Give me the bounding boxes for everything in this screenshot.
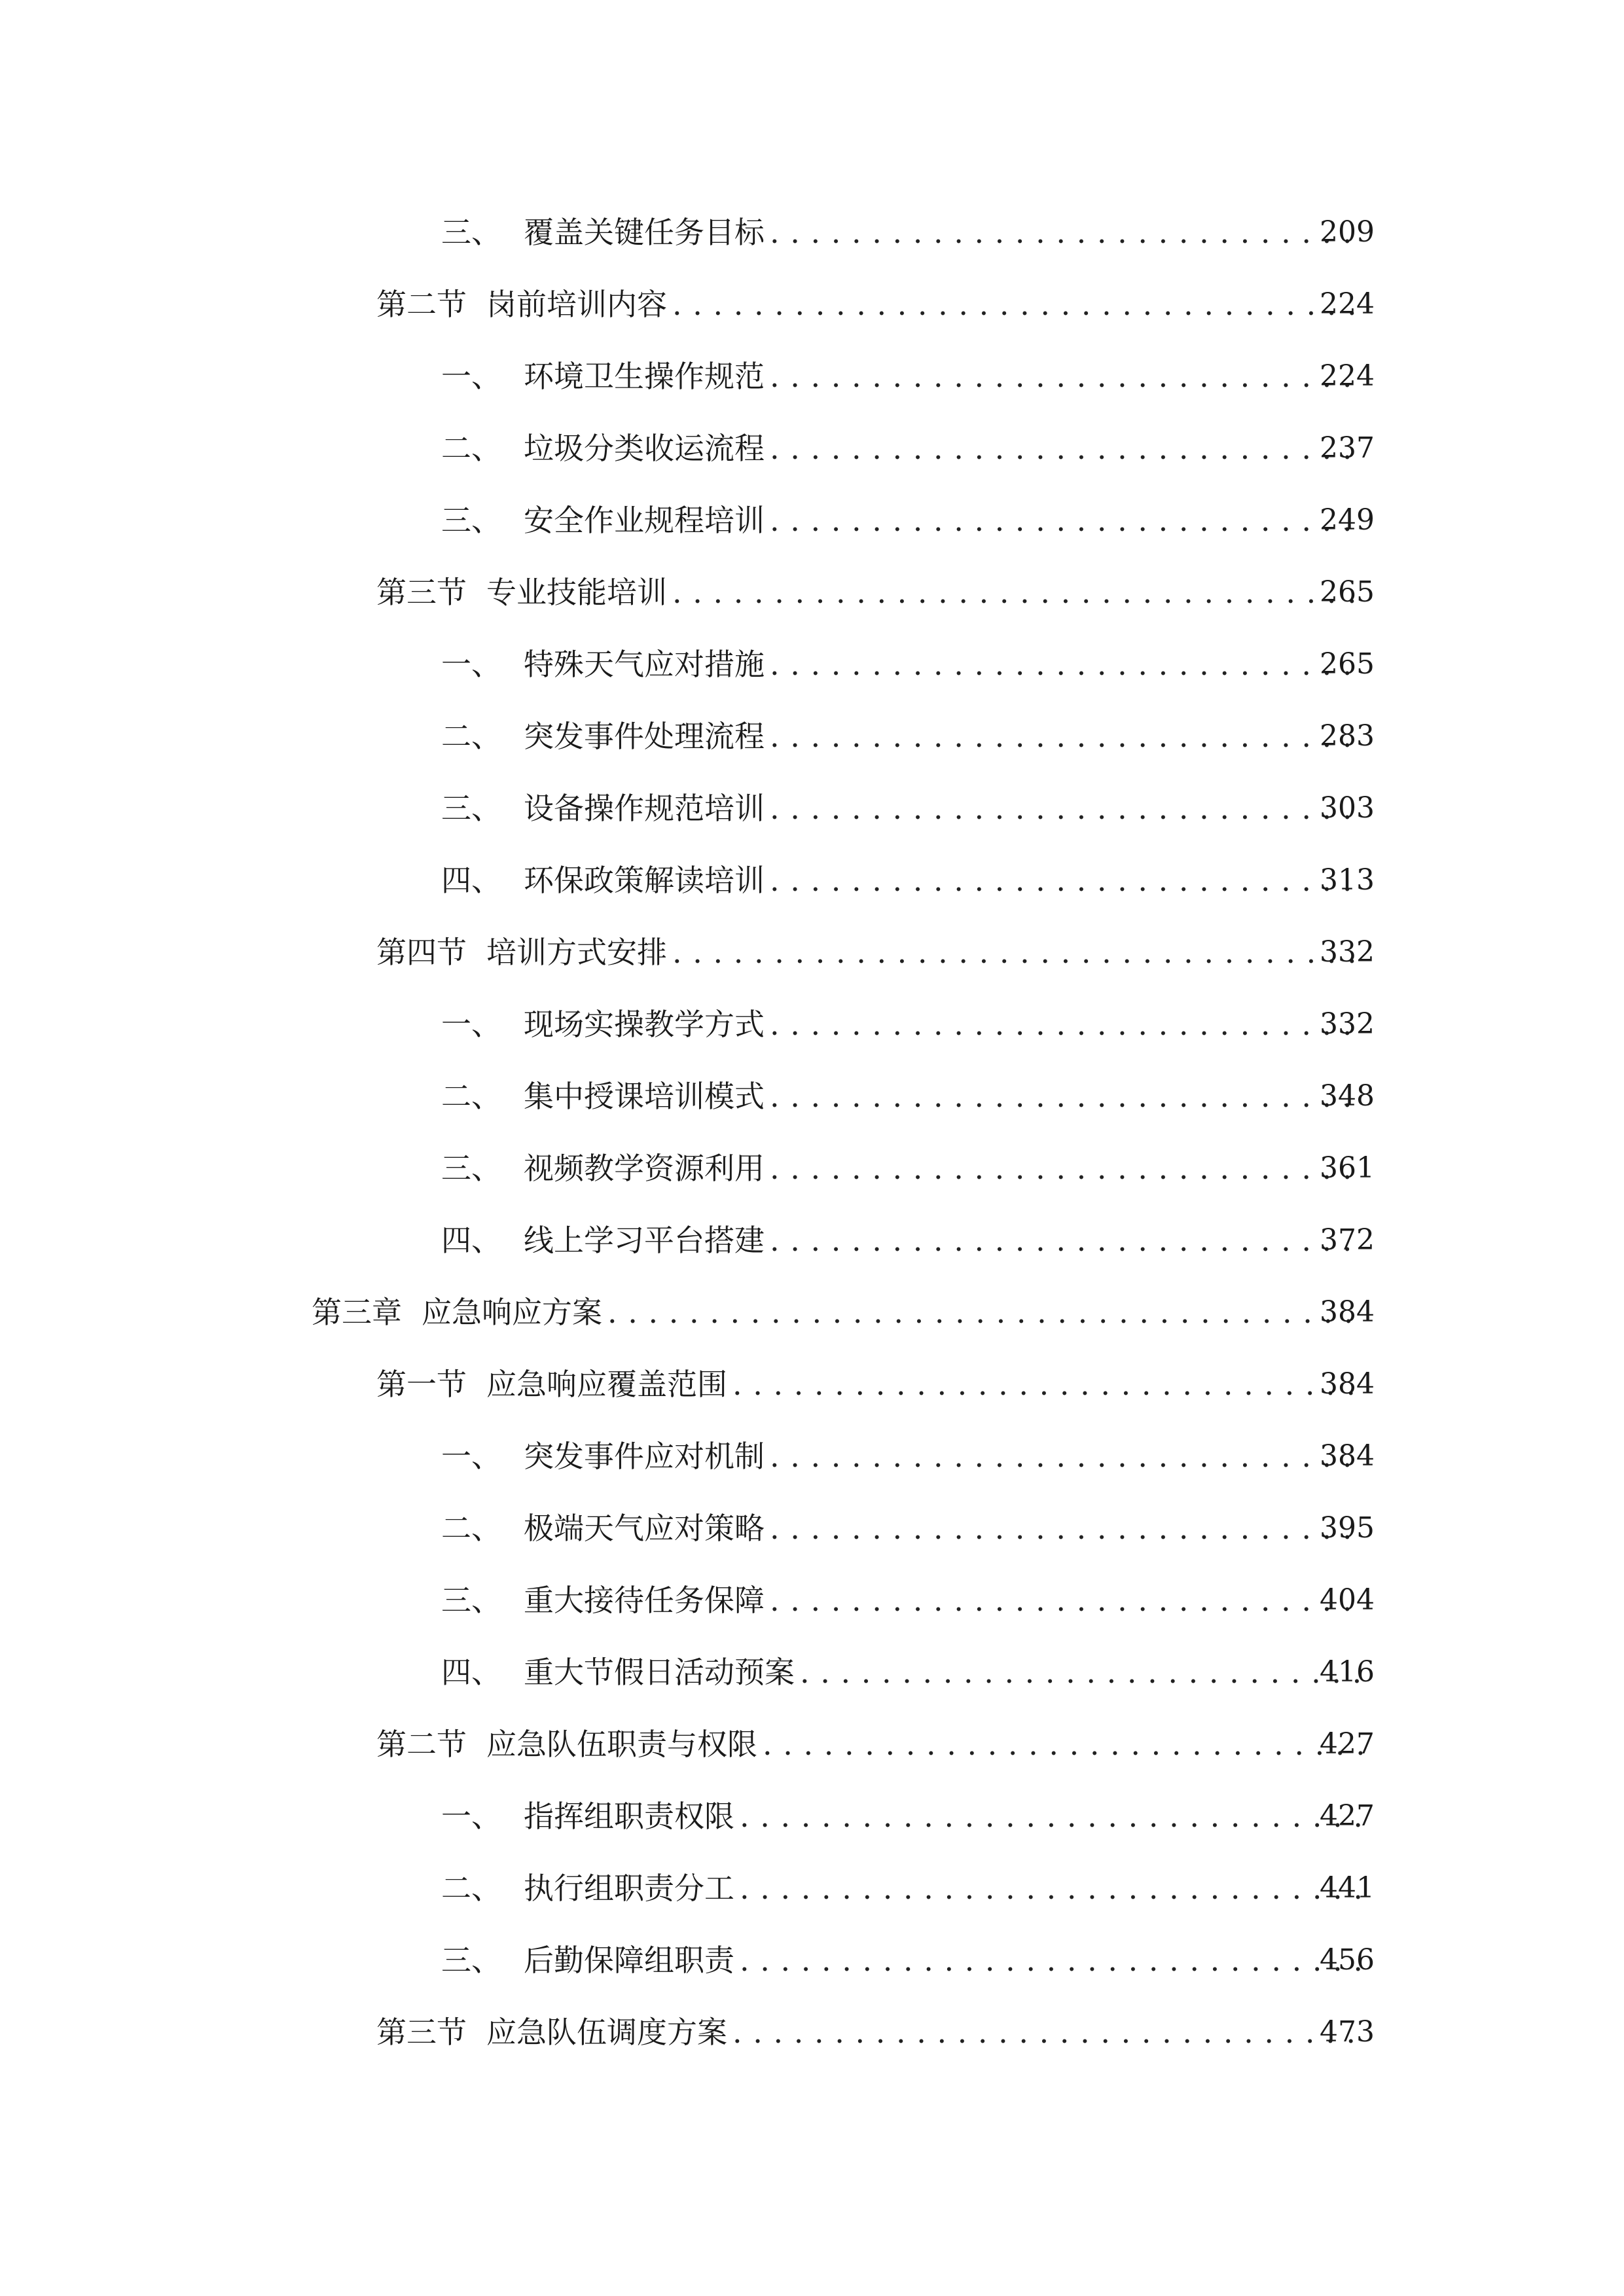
toc-entry xyxy=(0,1348,1624,1420)
toc-leader-dots xyxy=(763,1708,1363,1780)
toc-entry xyxy=(0,844,1624,916)
toc-leader-dots xyxy=(770,772,1363,844)
toc-page-number: 348 xyxy=(1320,1079,1375,1113)
toc-entry-number: 第二节 xyxy=(376,287,467,322)
toc-entry-number: 三、 xyxy=(441,1151,501,1186)
toc-page-number: 209 xyxy=(1320,215,1375,249)
toc-entry xyxy=(0,1204,1624,1276)
toc-leader-dots xyxy=(770,196,1363,268)
toc-entry-title: 培训方式安排 xyxy=(486,935,667,970)
toc-entry-title: 重大节假日活动预案 xyxy=(524,1655,795,1690)
toc-entry-title: 执行组职责分工 xyxy=(524,1871,734,1906)
toc-entry-number: 二、 xyxy=(441,719,501,754)
toc-entry-title: 应急响应方案 xyxy=(422,1295,602,1330)
toc-page-number: 224 xyxy=(1320,359,1375,393)
toc-entry-title: 环境卫生操作规范 xyxy=(524,359,765,394)
toc-entry xyxy=(0,1636,1624,1708)
toc-leader-dots xyxy=(770,1564,1363,1636)
toc-entry xyxy=(0,1276,1624,1348)
toc-leader-dots xyxy=(740,1780,1363,1852)
toc-entry xyxy=(0,1780,1624,1852)
toc-page-number: 372 xyxy=(1320,1223,1375,1257)
toc-entry-title: 覆盖关键任务目标 xyxy=(524,215,765,250)
toc-entry-number: 第三章 xyxy=(312,1295,402,1330)
toc-entry-number: 一、 xyxy=(441,1007,501,1042)
toc-entry-number: 二、 xyxy=(441,1871,501,1906)
toc-entry xyxy=(0,916,1624,988)
toc-entry xyxy=(0,1996,1624,2068)
toc-page-number: 332 xyxy=(1320,935,1375,969)
toc-entry xyxy=(0,268,1624,340)
toc-entry-number: 三、 xyxy=(441,1943,501,1978)
toc-entry-title: 应急响应覆盖范围 xyxy=(486,1367,727,1402)
toc-entry xyxy=(0,1924,1624,1996)
toc-entry-title: 垃圾分类收运流程 xyxy=(524,431,765,466)
toc-entry xyxy=(0,1564,1624,1636)
toc-leader-dots xyxy=(770,844,1363,916)
toc-page-number: 265 xyxy=(1320,575,1375,609)
toc-entry-title: 专业技能培训 xyxy=(486,575,667,610)
toc-page-number: 313 xyxy=(1320,863,1375,897)
toc-entry xyxy=(0,1708,1624,1780)
toc-page-number: 473 xyxy=(1320,2015,1375,2049)
toc-entry-number: 三、 xyxy=(441,1583,501,1618)
toc-entry-number: 三、 xyxy=(441,791,501,826)
toc-entry-number: 一、 xyxy=(441,1799,501,1834)
toc-page-number: 427 xyxy=(1320,1799,1375,1833)
toc-entry xyxy=(0,700,1624,772)
toc-entry xyxy=(0,556,1624,628)
table-of-contents xyxy=(0,196,1624,2068)
toc-entry-title: 设备操作规范培训 xyxy=(524,791,765,826)
toc-entry-title: 特殊天气应对措施 xyxy=(524,647,765,682)
toc-entry-number: 四、 xyxy=(441,1655,501,1690)
toc-leader-dots xyxy=(770,1132,1363,1204)
toc-page-number: 303 xyxy=(1320,791,1375,825)
toc-entry-number: 第四节 xyxy=(376,935,467,970)
toc-leader-dots xyxy=(770,484,1363,556)
toc-entry-number: 一、 xyxy=(441,359,501,394)
toc-entry-number: 第三节 xyxy=(376,575,467,610)
toc-leader-dots xyxy=(770,628,1363,700)
toc-entry-title: 视频教学资源利用 xyxy=(524,1151,765,1186)
toc-page-number: 404 xyxy=(1320,1583,1375,1617)
toc-entry-title: 集中授课培训模式 xyxy=(524,1079,765,1114)
toc-page-number: 384 xyxy=(1320,1295,1375,1329)
toc-page-number: 384 xyxy=(1320,1367,1375,1401)
toc-entry xyxy=(0,1852,1624,1924)
toc-entry-number: 三、 xyxy=(441,503,501,538)
toc-leader-dots xyxy=(740,1924,1363,1996)
toc-entry xyxy=(0,988,1624,1060)
toc-leader-dots xyxy=(672,268,1363,340)
toc-page-number: 361 xyxy=(1320,1151,1375,1185)
toc-page-number: 427 xyxy=(1320,1727,1375,1761)
toc-page-number: 456 xyxy=(1320,1943,1375,1977)
toc-leader-dots xyxy=(770,1492,1363,1564)
toc-page-number: 224 xyxy=(1320,287,1375,321)
toc-leader-dots xyxy=(770,340,1363,412)
toc-leader-dots xyxy=(740,1852,1363,1924)
toc-entry-title: 线上学习平台搭建 xyxy=(524,1223,765,1258)
toc-entry-number: 二、 xyxy=(441,431,501,466)
toc-entry-title: 环保政策解读培训 xyxy=(524,863,765,898)
toc-entry xyxy=(0,628,1624,700)
toc-page-number: 384 xyxy=(1320,1439,1375,1473)
toc-entry-title: 极端天气应对策略 xyxy=(524,1511,765,1546)
toc-entry-title: 现场实操教学方式 xyxy=(524,1007,765,1042)
toc-leader-dots xyxy=(770,1204,1363,1276)
toc-entry-number: 四、 xyxy=(441,863,501,898)
toc-entry xyxy=(0,1132,1624,1204)
toc-page-number: 265 xyxy=(1320,647,1375,681)
toc-page-number: 237 xyxy=(1320,431,1375,465)
toc-entry-number: 四、 xyxy=(441,1223,501,1258)
toc-leader-dots xyxy=(770,1420,1363,1492)
toc-leader-dots xyxy=(672,916,1363,988)
toc-entry-title: 突发事件应对机制 xyxy=(524,1439,765,1474)
toc-entry-title: 应急队伍职责与权限 xyxy=(486,1727,757,1762)
toc-page-number: 395 xyxy=(1320,1511,1375,1545)
toc-leader-dots xyxy=(770,700,1363,772)
toc-entry-title: 应急队伍调度方案 xyxy=(486,2015,727,2050)
toc-page-number: 332 xyxy=(1320,1007,1375,1041)
toc-page-number: 283 xyxy=(1320,719,1375,753)
toc-entry-number: 第一节 xyxy=(376,1367,467,1402)
toc-entry xyxy=(0,340,1624,412)
toc-entry-number: 第二节 xyxy=(376,1727,467,1762)
toc-leader-dots xyxy=(607,1276,1363,1348)
toc-entry xyxy=(0,1492,1624,1564)
toc-leader-dots xyxy=(732,1996,1363,2068)
toc-entry-title: 重大接待任务保障 xyxy=(524,1583,765,1618)
toc-entry-number: 一、 xyxy=(441,1439,501,1474)
toc-entry xyxy=(0,772,1624,844)
toc-entry-title: 突发事件处理流程 xyxy=(524,719,765,754)
toc-entry-number: 一、 xyxy=(441,647,501,682)
toc-entry-number: 二、 xyxy=(441,1511,501,1546)
toc-entry-number: 二、 xyxy=(441,1079,501,1114)
toc-entry-title: 安全作业规程培训 xyxy=(524,503,765,538)
toc-leader-dots xyxy=(770,988,1363,1060)
toc-entry-title: 后勤保障组职责 xyxy=(524,1943,734,1978)
toc-leader-dots xyxy=(672,556,1363,628)
toc-entry xyxy=(0,412,1624,484)
toc-leader-dots xyxy=(732,1348,1363,1420)
toc-entry-number: 三、 xyxy=(441,215,501,250)
toc-entry-number: 第三节 xyxy=(376,2015,467,2050)
toc-leader-dots xyxy=(770,1060,1363,1132)
toc-entry xyxy=(0,1420,1624,1492)
toc-leader-dots xyxy=(800,1636,1363,1708)
toc-entry xyxy=(0,1060,1624,1132)
toc-entry xyxy=(0,484,1624,556)
toc-entry xyxy=(0,196,1624,268)
toc-page-number: 416 xyxy=(1320,1655,1375,1689)
toc-page-number: 441 xyxy=(1320,1871,1375,1905)
toc-entry-title: 岗前培训内容 xyxy=(486,287,667,322)
toc-entry-title: 指挥组职责权限 xyxy=(524,1799,734,1834)
toc-page-number: 249 xyxy=(1320,503,1375,537)
toc-leader-dots xyxy=(770,412,1363,484)
